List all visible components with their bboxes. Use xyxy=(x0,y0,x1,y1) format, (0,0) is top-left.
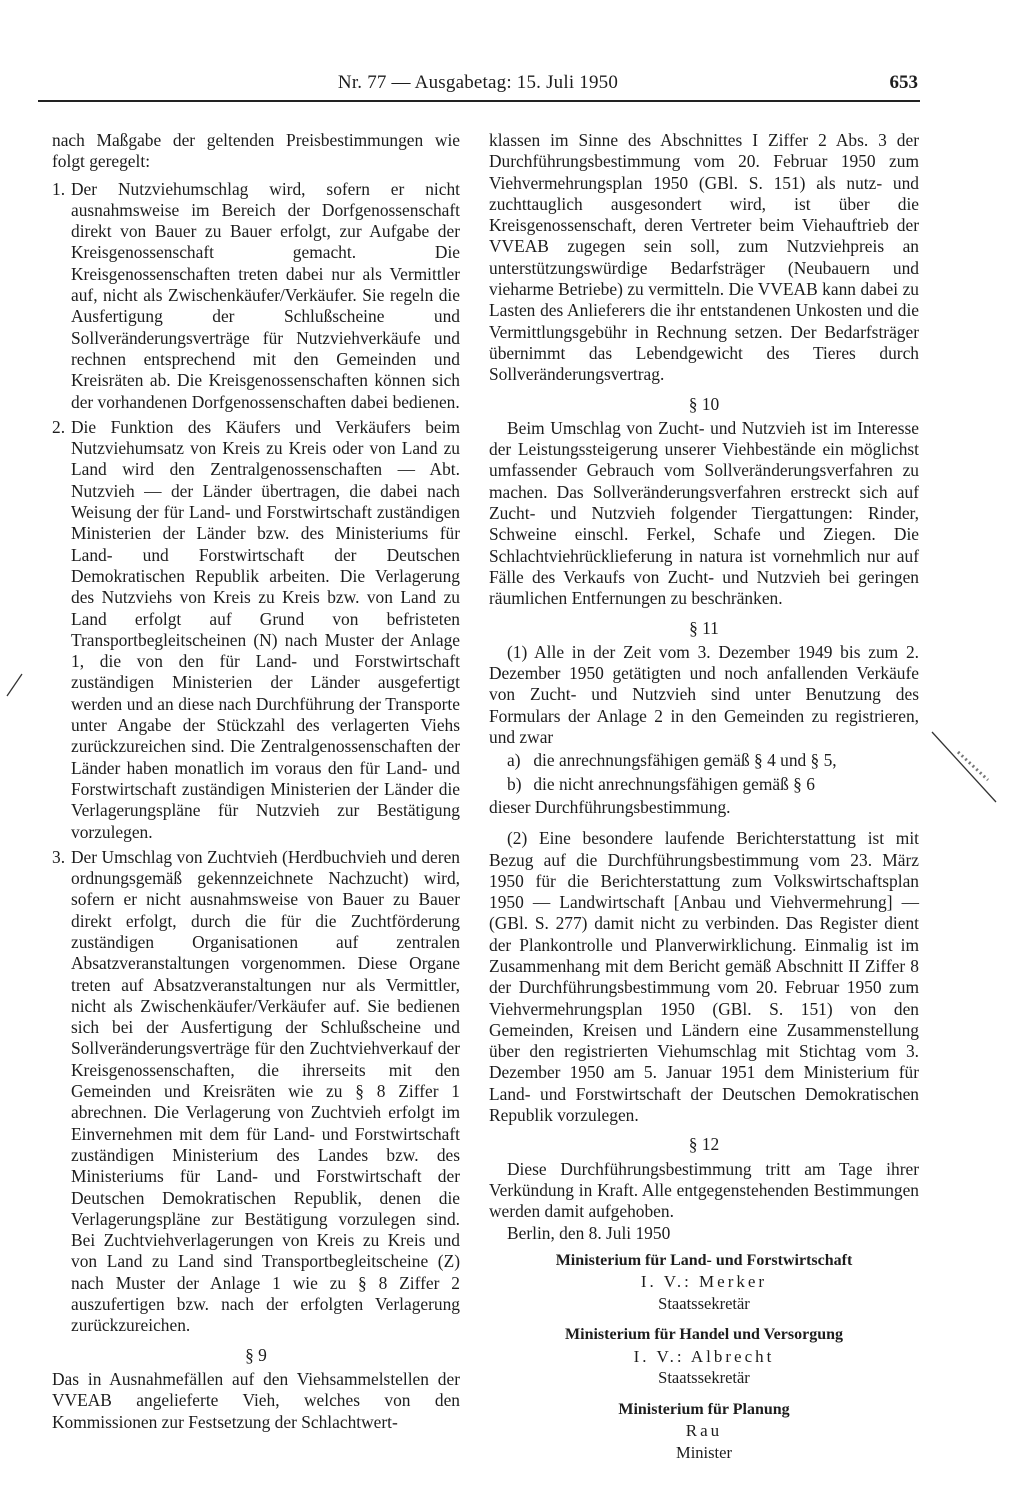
signer-name: I. V.: Merker xyxy=(640,1272,768,1292)
signature-block xyxy=(489,1250,919,1464)
section-10-text: Beim Umschlag von Zucht- und Nutzvieh ist im Interesse der Leistungssteigerung unserer Viehbestände ein möglichst umfassender Gebrauch vom Sollveränderungsverfahren zu machen. Das Sollveränderungsverfahren erstreckt sich auf Zucht- und Nutzvieh folgender Tiergattungen: Rinder, Schweine einschl. Ferkel, Schafe und Ziegen. Die Schlachtviehrücklieferung in natura ist vornehmlich nur auf Fälle des Verkaufs von Zucht- und Nutzvieh bei geringen räumlichen Entfernungen zu beschränken. xyxy=(489,417,919,609)
sub-item-label: b) xyxy=(507,773,522,794)
sub-item xyxy=(489,774,919,795)
header-rule xyxy=(38,100,920,102)
item-text: Die Funktion des Käufers und Verkäufers beim Nutzviehumsatz von Kreis zu Kreis oder von Land zu Land wird den Zentralgenossenschaften — Abt. Nutzvieh — der Länder übertragen, die dabei nach Weisung der für Land- und Forstwirtschaft zuständigen Ministerien der Länder bzw. des Ministeriums für Land- und Forstwirtschaft der Deutschen Demokratischen Republik arbeiten. Die Verlagerung des Nutzviehs von Kreis zu Kreis bzw. von Land zu Land erfolgt auf Grund von befristeten Transportbegleitscheinen (N) nach Muster der Anlage 1, die von den für Land- und Forstwirtschaft zuständigen Ministerien der Länder ausgefertigt werden und an diese nach Durchführung der Transporte unter Angabe der Stückzahl des verlagerten Viehs zurückzureichen sind. Die Zentralgenossenschaften der Länder haben monatlich im voraus den für Land- und Forstwirtschaft zuständigen Ministerien der Länder die Verlagerungspläne für Nutzvieh zur Bestätigung vorzulegen. xyxy=(71,416,460,842)
intro-text: nach Maßgabe der geltenden Preisbestimmungen wie folgt geregelt: xyxy=(52,130,460,172)
right-column xyxy=(489,130,919,1463)
list-item xyxy=(52,179,460,413)
section-9-continuation: klassen im Sinne des Abschnittes I Ziffer 2 Abs. 3 der Durchführungsbestimmung vom 20. Februar 1950 zum Viehvermehrungsplan 1950 (GBl. S. 151) als nutz- und zuchttauglich ausgesondert wird, ist über die Kreisgenossenschaft, deren Vertreter beim Viehauftrieb der VVEAB zugegen sein soll, zum Nutzviehpreis an unterstützungswürdige Bedarfsträger (Neubauern und vieharme Betriebe) zu vermitteln. Die VVEAB kann dabei zu Lasten des Anlieferers die ihr entstandenen Unkosten und die Vermittlungsgebühr in Rechnung setzen. Der Bedarfsträger übernimmt das Lebendgewicht des Tieres durch Sollveränderungsvertrag. xyxy=(489,130,919,385)
page-header xyxy=(38,70,918,98)
section-9-heading: § 9 xyxy=(245,1344,267,1365)
signer-title: Staatssekretär xyxy=(658,1293,750,1313)
sub-item-text: die nicht anrechnungsfähigen gemäß § 6 xyxy=(533,773,815,794)
ministry-name: Ministerium für Land- und Forstwirtschaft xyxy=(555,1251,853,1269)
item-text: Der Umschlag von Zuchtvieh (Herdbuchvieh und deren ordnungsgemäß gekennzeichnete Nachzucht) wird, sofern er nicht ausnahmsweise von Bauer zu Bauer direkt erfolgt, durch die für die Zuchtförderung zuständigen Organisationen auf zentralen Absatzveranstaltungen vorgenommen. Diese Organe treten auf Absatzveranstaltungen nur als Vermittler, nicht als Zwischenkäufer/Verkäufer auf. Sie bedienen sich bei der Ausfertigung der Schlußscheine und Sollveränderungsverträge für den Zuchtviehverkauf der Kreisgenossenschaften, die ihrerseits mit den Gemeinden und Kreisräten wie zu § 8 Ziffer 1 abrechnen. Die Verlagerung von Zuchtvieh erfolgt im Einvernehmen mit dem für Land- und Forstwirtschaft zuständigen Ministerium des Landes bzw. des Ministeriums für Land- und Forstwirtschaft der Deutschen Demokratischen Republik, denen die Verlagerungspläne zur Bestätigung vorzulegen sind. Bei Zuchtviehverlagerungen von Kreis zu Kreis und von Land zu Land sind Transportbegleitscheine (Z) nach Muster der Anlage 1 wie zu § 8 Ziffer 2 auszufertigen bzw. nach der erfolgten Verlagerung zurückzureichen. xyxy=(71,846,460,1336)
signer-title: Minister xyxy=(676,1442,732,1462)
item-text: Der Nutzviehumschlag wird, sofern er nicht ausnahmsweise im Bereich der Dorfgenossenschaft direkt von Bauer zu Bauer erfolgt, zur Aufgabe der Kreisgenossenschaft gemacht. Die Kreisgenossenschaften treten dabei nur als Vermittler auf, nicht als Zwischenkäufer/Verkäufer. Sie regeln die Ausfertigung der Schlußscheine und Sollveränderungsverträge für Nutzviehverkäufe und rechnen entsprechend mit den Gemeinden und Kreisräten ab. Die Kreisgenossenschaften können sich der vorhandenen Dorfgenossenschaften dabei bedienen. xyxy=(71,178,460,412)
section-12-heading: § 12 xyxy=(688,1134,720,1155)
sub-item-label: a) xyxy=(507,750,521,771)
sub-item-text: die anrechnungsfähigen gemäß § 4 und § 5, xyxy=(533,750,837,771)
scan-mark-right xyxy=(928,728,1000,806)
signer-title: Staatssekretär xyxy=(658,1368,750,1388)
section-11-paragraph-1: (1) Alle in der Zeit vom 3. Dezember 1949 bis zum 2. Dezember 1950 getätigten und noch anfallenden Verkäufe von Zucht- und Nutzvieh sind unter Benutzung des Formulars der Anlage 2 in den Gemeinden zu registrieren, und zwar xyxy=(489,641,919,748)
sub-item xyxy=(489,750,919,771)
running-title: Nr. 77 — Ausgabetag: 15. Juli 1950 xyxy=(337,72,619,93)
item-number: 1. xyxy=(52,178,66,199)
scan-mark-left xyxy=(4,672,24,698)
left-column xyxy=(52,130,460,1433)
place-date: Berlin, den 8. Juli 1950 xyxy=(507,1222,671,1243)
page-number: 653 xyxy=(889,72,918,93)
section-10-heading: § 10 xyxy=(688,393,720,414)
section-11-paragraph-2: (2) Eine besondere laufende Berichterstattung ist mit Bezug auf die Durchführungsbestimmung vom 23. März 1950 für die Berichterstattung zum Volkswirtschaftsplan 1950 — Landwirtschaft [Anbau und Viehvermehrung] — (GBl. S. 277) damit nicht zu verbinden. Das Register dient der Plankontrolle und Planverwirklichung. Einmalig ist im Zusammenhang mit dem Bericht gemäß Abschnitt II Ziffer 8 der Durchführungsbestimmung vom 20. Februar 1950 zum Viehvermehrungsplan 1950 (GBl. S. 151) von den Gemeinden, Kreisen und Ländern eine Zusammenstellung über den registrierten Viehumschlag mit Stichtag vom 3. Dezember 1950 am 5. Januar 1951 dem Ministerium für Land- und Forstwirtschaft der Deutschen Demokratischen Republik vorzulegen. xyxy=(489,828,919,1126)
list-item xyxy=(52,417,460,843)
signer-name: I. V.: Albrecht xyxy=(633,1346,775,1366)
list-item xyxy=(52,847,460,1337)
signer-name: Rau xyxy=(685,1421,723,1441)
section-11-paragraph-1-end: dieser Durchführungsbestimmung. xyxy=(489,796,731,817)
section-9-text: Das in Ausnahmefällen auf den Viehsammelstellen der VVEAB angelieferte Vieh, welches von den Kommissionen zur Festsetzung der Schlachtwert- xyxy=(52,1368,460,1432)
item-number: 2. xyxy=(52,416,66,437)
section-11-heading: § 11 xyxy=(689,617,719,638)
section-12-text: Diese Durchführungsbestimmung tritt am Tage ihrer Verkündung in Kraft. Alle entgegenstehenden Bestimmungen werden damit aufgehoben. xyxy=(489,1158,919,1222)
item-number: 3. xyxy=(52,846,66,867)
ministry-name: Ministerium für Planung xyxy=(618,1400,790,1418)
ministry-name: Ministerium für Handel und Versorgung xyxy=(565,1326,843,1344)
